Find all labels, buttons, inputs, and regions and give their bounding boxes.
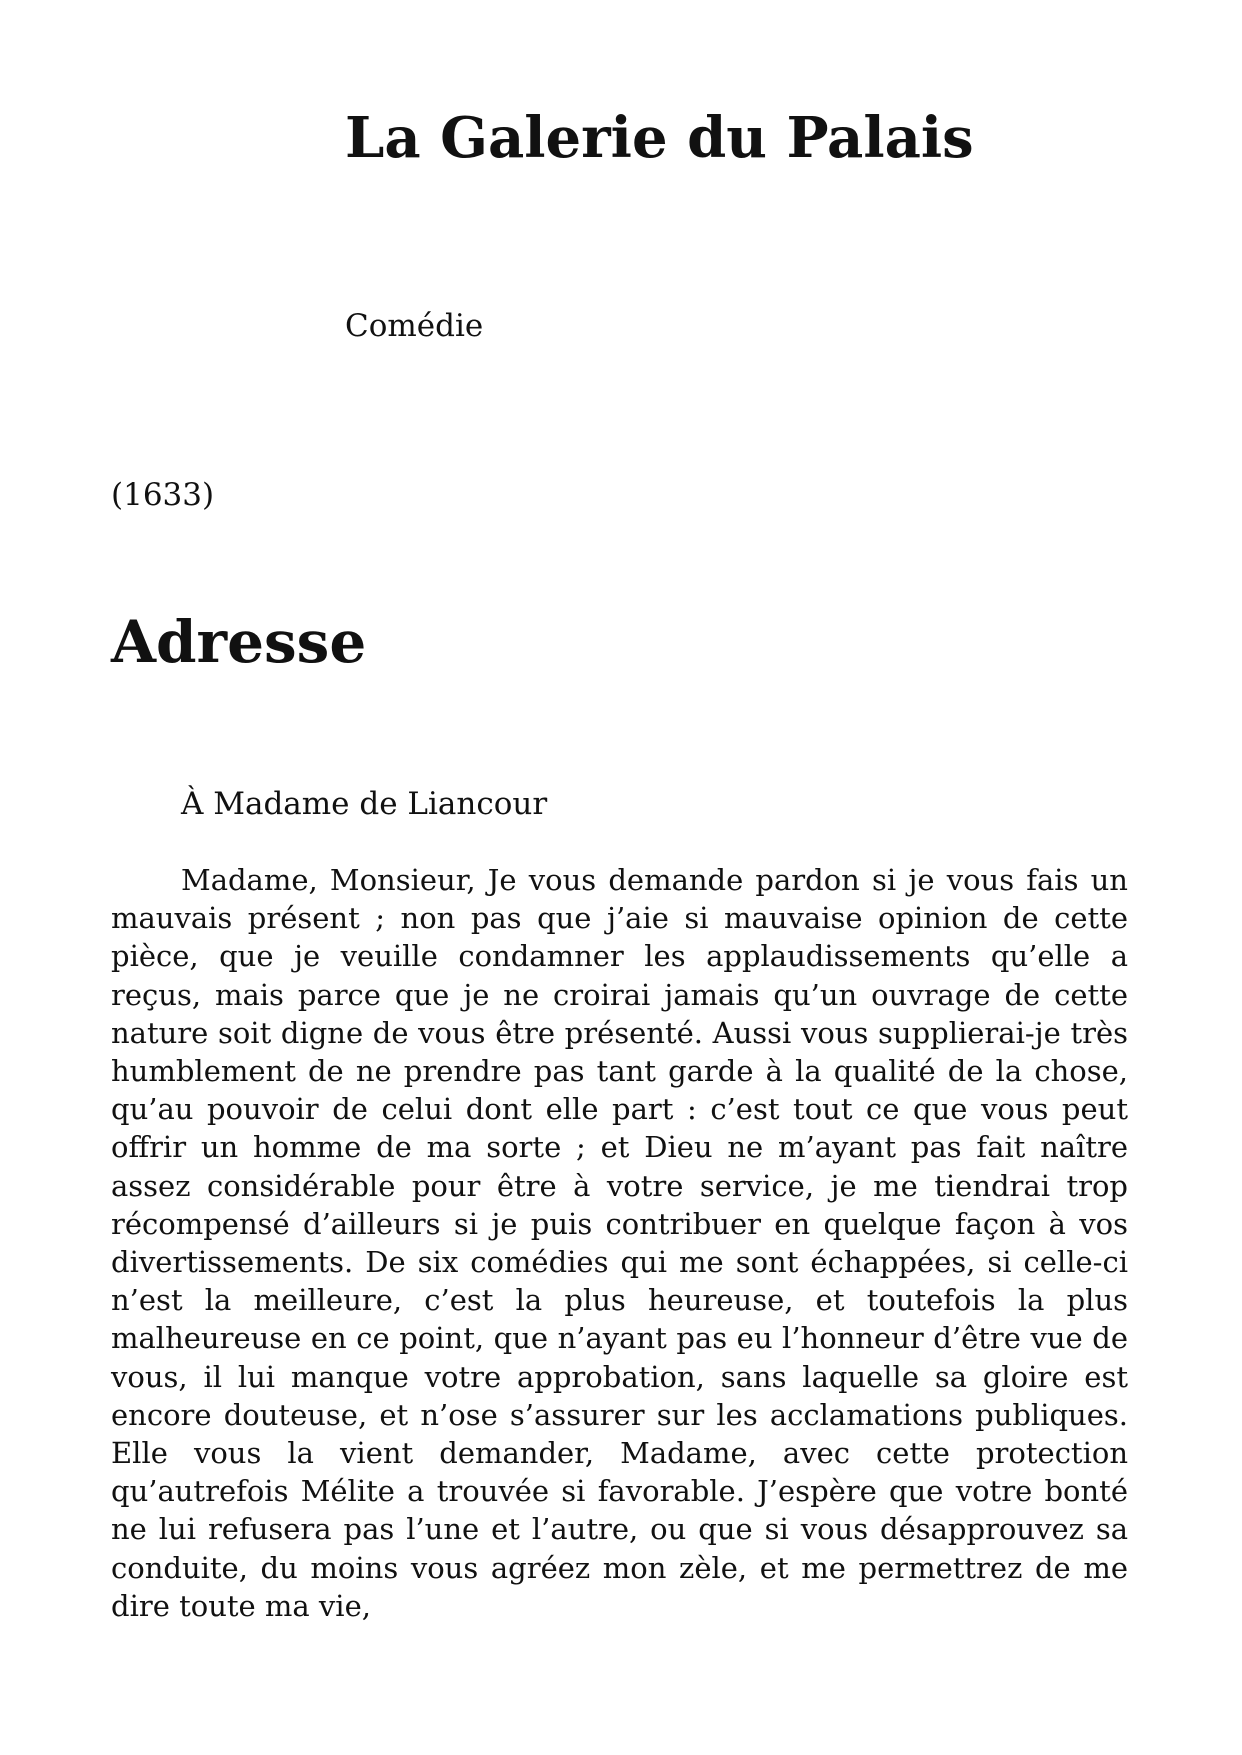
document-subtitle: Comédie: [345, 308, 484, 344]
document-title: La Galerie du Palais: [345, 105, 974, 171]
dedication-paragraph: Madame, Monsieur, Je vous demande pardon si je vous fais un mauvais présent ; non pas que j’aie si mauvaise opinion de cette pièce, que je veuille condamner les applaudissements qu’elle a reçus, mais parce que je ne croirai jamais qu’un ouvrage de cette nature soit digne de vous être présenté. Aussi vous supplierai-je très humblement de ne prendre pas tant garde à la qualité de la chose, qu’au pouvoir de celui dont elle part : c’est tout ce que vous peut offrir un homme de ma sorte ; et Dieu ne m’ayant pas fait naître assez considérable pour être à votre service, je me tiendrai trop récompensé d’ailleurs si je puis contribuer en quelque façon à vos divertissements. De six comédies qui me sont échappées, si celle-ci n’est la meilleure, c’est la plus heureuse, et toutefois la plus malheureuse en ce point, que n’ayant pas eu l’honneur d’être vue de vous, il lui manque votre approbation, sans laquelle sa gloire est encore douteuse, et n’ose s’assurer sur les acclamations publiques. Elle vous la vient demander, Madame, avec cette protection qu’autrefois Mélite a trouvée si favorable. J’espère que votre bonté ne lui refusera pas l’une et l’autre, ou que si vous désapprouvez sa conduite, du moins vous agréez mon zèle, et me permettrez de me dire toute ma vie,: [111, 863, 1128, 1623]
dedicatee-line: À Madame de Liancour: [181, 786, 548, 822]
publication-date: (1633): [111, 477, 215, 513]
section-heading: Adresse: [111, 608, 367, 676]
